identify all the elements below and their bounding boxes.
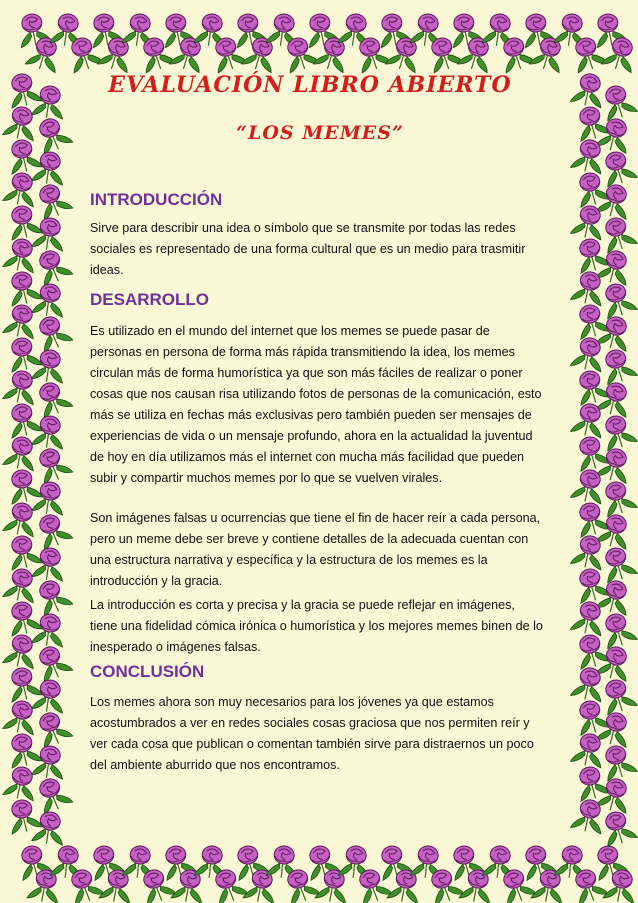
rose-flower-icon xyxy=(32,479,69,517)
rose-flower-icon xyxy=(32,83,69,121)
rose-flower-icon xyxy=(6,599,42,636)
rose-flower-icon xyxy=(32,545,69,583)
rose-flower-icon xyxy=(33,642,73,683)
rose-flower-icon xyxy=(33,246,73,287)
rose-flower-icon xyxy=(596,709,635,749)
rose-flower-icon xyxy=(32,149,69,187)
heading-desarrollo: DESARROLLO xyxy=(90,290,209,309)
document-subtitle: “LOS MEMES” xyxy=(236,122,404,144)
heading-conclusion: CONCLUSIÓN xyxy=(90,662,205,681)
rose-flower-icon xyxy=(596,247,635,287)
rose-border-left xyxy=(3,71,74,847)
rose-flower-icon xyxy=(600,214,638,253)
rose-flower-icon xyxy=(6,335,42,372)
rose-flower-icon xyxy=(574,764,611,802)
rose-flower-icon xyxy=(6,731,42,768)
rose-flower-icon xyxy=(32,281,69,319)
paragraph-desarrollo-3: La introducción es corta y precisa y la gracia se puede reflejar en imágenes, tiene una fidelidad cómica irónica o humorística y los mejores memes binen de lo inesperado o imágenes falsas. xyxy=(90,598,543,654)
rose-flower-icon xyxy=(33,312,73,353)
rose-flower-icon xyxy=(6,665,42,702)
rose-flower-icon xyxy=(600,148,638,187)
paragraph-introduccion: Sirve para describir una idea o símbolo que se transmite por todas las redes sociales es representado de una forma cultural que es un medio para trasmitir ideas. xyxy=(90,221,526,277)
rose-flower-icon xyxy=(32,413,69,451)
rose-flower-icon xyxy=(6,137,42,174)
rose-flower-icon xyxy=(596,775,635,815)
document-title: EVALUACIÓN LIBRO ABIERTO xyxy=(108,72,512,98)
rose-flower-icon xyxy=(6,467,42,504)
rose-flower-icon xyxy=(6,797,42,834)
rose-flower-icon xyxy=(241,34,281,75)
rose-flower-icon xyxy=(574,236,611,274)
rose-flower-icon xyxy=(32,215,69,253)
rose-flower-icon xyxy=(600,610,638,649)
rose-flower-icon xyxy=(600,412,638,451)
paragraph-desarrollo-2: Son imágenes falsas u ocurrencias que tiene el fin de hacer reír a cada persona, pero un meme debe ser breve y contiene detalles de la adecuada cuentan con una estructura narrativa y específica y la estructura de los memes es la introducción y la gracia. xyxy=(90,511,541,588)
rose-flower-icon xyxy=(574,566,611,604)
rose-flower-icon xyxy=(6,401,42,438)
rose-flower-icon xyxy=(6,203,42,240)
rose-flower-icon xyxy=(574,434,611,472)
rose-flower-icon xyxy=(6,71,42,108)
rose-flower-icon xyxy=(33,708,73,749)
rose-flower-icon xyxy=(32,347,69,385)
rose-flower-icon xyxy=(33,510,73,551)
rose-flower-icon xyxy=(570,71,609,110)
rose-flower-icon xyxy=(32,677,69,715)
rose-flower-icon xyxy=(596,511,635,551)
rose-flower-icon xyxy=(600,676,638,715)
rose-flower-icon xyxy=(33,180,73,221)
rose-flower-icon xyxy=(169,34,209,75)
rose-border-bottom xyxy=(16,843,638,903)
rose-flower-icon xyxy=(574,698,611,736)
rose-flower-icon xyxy=(600,346,638,385)
rose-flower-icon xyxy=(596,379,635,419)
rose-flower-icon xyxy=(596,643,635,683)
rose-flower-icon xyxy=(6,533,42,570)
rose-flower-icon xyxy=(6,269,42,306)
rose-border-right xyxy=(570,71,637,847)
rose-flower-icon xyxy=(596,445,635,485)
rose-flower-icon xyxy=(33,444,73,485)
rose-flower-icon xyxy=(32,743,69,781)
rose-border-top xyxy=(17,11,638,74)
rose-flower-icon xyxy=(457,34,497,75)
rose-flower-icon xyxy=(529,34,569,75)
rose-flower-icon xyxy=(600,544,638,583)
rose-flower-icon xyxy=(33,774,73,815)
rose-flower-icon xyxy=(385,34,425,75)
rose-flower-icon xyxy=(600,280,638,319)
rose-flower-icon xyxy=(596,181,635,221)
rose-flower-icon xyxy=(33,576,73,617)
rose-flower-icon xyxy=(33,378,73,419)
rose-flower-icon xyxy=(574,368,611,406)
paragraph-conclusion: Los memes ahora son muy necesarios para los jóvenes ya que estamos acostumbrados a ver en redes sociales cosas graciosa que nos permiten reír y ver cada cosa que publican o comentan también sirve para distraernos un poco del ambiente aburrido que nos encontramos. xyxy=(90,695,534,772)
rose-flower-icon xyxy=(313,34,353,75)
rose-flower-icon xyxy=(574,170,611,208)
rose-flower-icon xyxy=(600,478,638,517)
rose-flower-icon xyxy=(596,115,635,155)
rose-flower-icon xyxy=(97,34,137,75)
rose-flower-icon xyxy=(596,577,635,617)
rose-flower-icon xyxy=(33,114,73,155)
paragraph-desarrollo-1: Es utilizado en el mundo del internet que los memes se puede pasar de personas en persona de forma más rápida transmitiendo la idea, los memes circulan más de forma humorística ya que son más fáciles de realizar o poner cosas que nos causan risa utilizando fotos de personas de la comunicación, esto más se utiliza en fechas más exclusivas pero también pueden ser mensajes de experiencias de vida o un mensaje profundo, ahora en la actualidad la juventud de hoy en día utilizamos más el internet con mucha más facilidad que pueden subir y compartir muchos memes por lo que se vuelven virales. xyxy=(90,324,542,485)
rose-flower-icon xyxy=(600,742,638,781)
rose-flower-icon xyxy=(574,500,611,538)
rose-flower-icon xyxy=(25,34,65,75)
rose-flower-icon xyxy=(600,808,638,847)
rose-flower-icon xyxy=(600,82,638,121)
rose-flower-icon xyxy=(32,611,69,649)
rose-flower-icon xyxy=(603,867,638,903)
rose-flower-icon xyxy=(574,632,611,670)
heading-introduccion: INTRODUCCIÓN xyxy=(90,190,223,209)
rose-flower-icon xyxy=(574,302,611,340)
rose-flower-icon xyxy=(596,313,635,353)
rose-flower-icon xyxy=(32,809,69,847)
rose-flower-icon xyxy=(601,34,638,75)
rose-flower-icon xyxy=(574,104,611,142)
